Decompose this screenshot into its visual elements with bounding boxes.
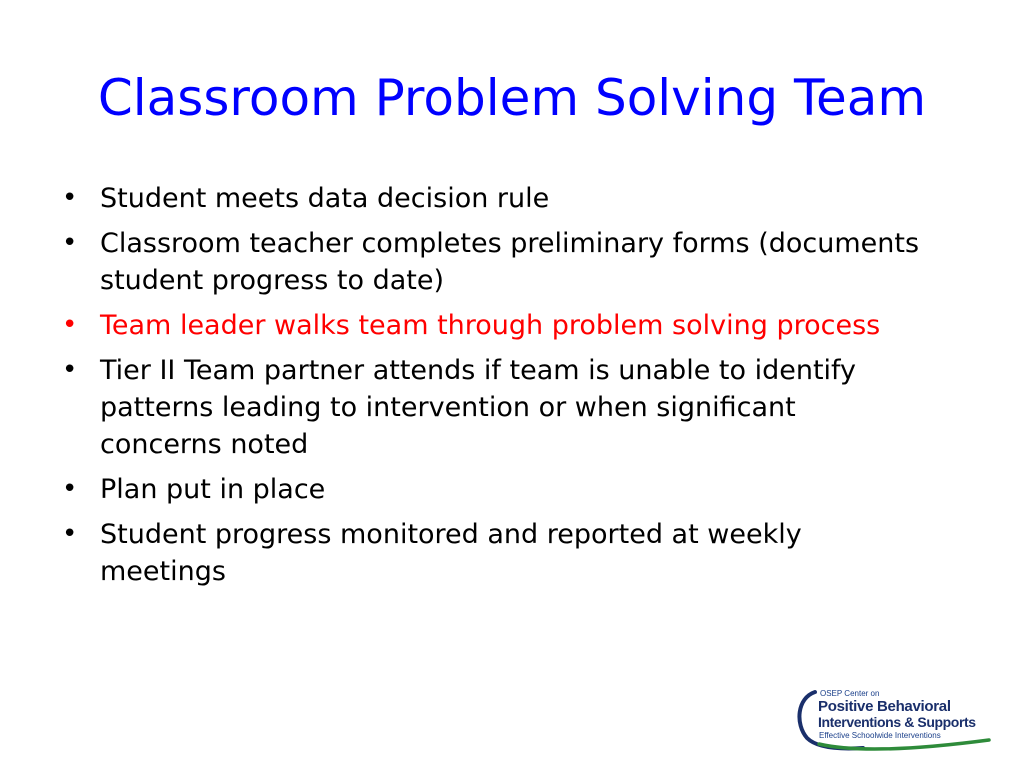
- bullet-list: [62, 180, 922, 598]
- bullet-icon: •: [62, 519, 78, 549]
- bullet-item: [62, 352, 922, 463]
- bullet-icon: •: [62, 183, 78, 213]
- bullet-text: Plan put in place: [100, 474, 326, 505]
- logo-line-1: OSEP Center on: [820, 689, 880, 698]
- bullet-item: [62, 516, 922, 590]
- logo-line-2: Positive Behavioral: [818, 698, 951, 715]
- slide-title: Classroom Problem Solving Team: [97, 69, 927, 127]
- logo-line-4: Effective Schoolwide Interventions: [819, 731, 941, 740]
- bullet-text: Student meets data decision rule: [100, 183, 550, 214]
- bullet-item: [62, 225, 922, 299]
- bullet-text: Tier II Team partner attends if team is unable to identify patterns leading to intervention or when significant concerns noted: [100, 355, 857, 460]
- bullet-text: Team leader walks team through problem solving process: [100, 310, 881, 341]
- bullet-text: Classroom teacher completes preliminary forms (documents student progress to date): [100, 228, 920, 296]
- bullet-item-highlighted: [62, 307, 922, 344]
- bullet-text: Student progress monitored and reported at weekly meetings: [100, 519, 802, 587]
- bullet-item: [62, 180, 922, 217]
- bullet-icon: •: [62, 355, 78, 385]
- bullet-icon: •: [62, 310, 78, 340]
- pbis-logo: [793, 688, 993, 752]
- bullet-icon: •: [62, 228, 78, 258]
- bullet-icon: •: [62, 474, 78, 504]
- logo-line-3: Interventions & Supports: [818, 714, 976, 730]
- bullet-item: [62, 471, 922, 508]
